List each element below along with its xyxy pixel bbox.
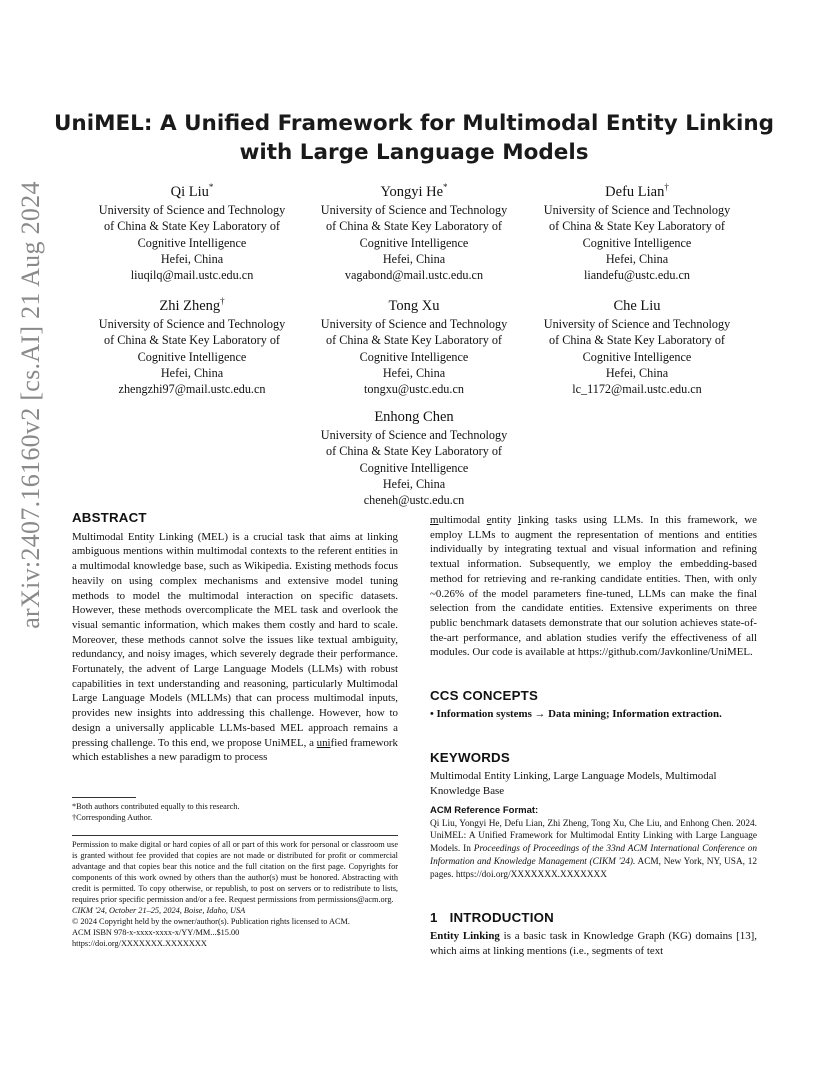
author-affiliation: Cognitive Intelligence <box>137 235 247 250</box>
permission-rule <box>72 835 398 836</box>
author-email[interactable]: lc_1172@mail.ustc.edu.cn <box>572 382 702 397</box>
author-affiliation: of China & State Key Laboratory of <box>549 219 725 234</box>
permission-text: Permission to make digital or hard copies of all or part of this work for personal or classroom use is granted without fee provided that copies are not made or distributed for profit or commercial advantage and that copies bear this notice and the full citation on the first page. Copyrights for components of this work owned by others than the author(s) must be honored. Abstracting with credit is permitted. To copy otherwise, or republish, to post on servers or to redistribute to lists, requires prior specific permission and/or a fee. Request permissions from permissions@acm.org. <box>72 840 398 904</box>
paper-title <box>0 109 828 167</box>
keywords-text: Multimodal Entity Linking, Large Language Models, Multimodal Knowledge Base <box>430 770 717 797</box>
abstract-text-continued: multimodal entity linking tasks using LLMs. In this framework, we employ LLMs to augment the representation of mentions and entities individually by integrating textual and visual information and refining textual information. Subsequently, we employ the embedding-based method for retrieving and re-ranking candidate entities. Then, with only ~0.26% of the model parameters fine-tuned, LLMs can make the final selection from the candidate entities. Extensive experiments on three public benchmark datasets demonstrate that our solution achieves state-of-the-art performance, and ablation studies verify the effectiveness of all modules. Our code is available at https://github.com/Javkonline/UniMEL. <box>430 514 757 659</box>
author-location: Hefei, China <box>605 366 669 381</box>
author-affiliation: of China & State Key Laboratory of <box>326 444 502 459</box>
author-location: Hefei, China <box>160 252 224 267</box>
ccs-text: • Information systems → Data mining; Information extraction. <box>430 708 722 720</box>
doi-link[interactable]: https://doi.org/XXXXXXX.XXXXXXX <box>72 939 207 948</box>
isbn: ACM ISBN 978-x-xxxx-xxxx-x/YY/MM...$15.00 <box>72 928 240 937</box>
author-footnotes <box>72 797 398 823</box>
author-email[interactable]: liandefu@ustc.edu.cn <box>584 268 690 283</box>
author-affiliation: University of Science and Technology <box>320 316 508 331</box>
author-affiliation: University of Science and Technology <box>320 427 508 442</box>
title-line-2: with Large Language Models <box>239 140 589 165</box>
footnote-equal-contribution: *Both authors contributed equally to this research. <box>72 802 240 811</box>
author-block <box>72 292 312 398</box>
author-affiliation: of China & State Key Laboratory of <box>326 219 502 234</box>
author-location: Hefei, China <box>160 366 224 381</box>
author-affiliation: University of Science and Technology <box>320 202 508 217</box>
ccs-heading: CCS CONCEPTS <box>430 688 539 703</box>
venue: CIKM '24, October 21–25, 2024, Boise, Idaho, USA <box>72 906 246 915</box>
acm-reference-label: ACM Reference Format: <box>430 805 539 816</box>
keywords-heading: KEYWORDS <box>430 750 510 765</box>
acm-reference-text: Qi Liu, Yongyi He, Defu Lian, Zhi Zheng, Tong Xu, Che Liu, and Enhong Chen. 2024. UniMEL: A Unified Framework for Multimodal Entity Linking with Large Language Models. In Proceedings of Proceedings of the 33nd ACM International Conference on Information and Knowledge Management (CIKM '24). ACM, New York, NY, USA, 12 pages. https://doi.org/XXXXXXX.XXXXXXX <box>430 818 757 880</box>
author-affiliation: Cognitive Intelligence <box>582 235 692 250</box>
author-affiliation: University of Science and Technology <box>543 316 731 331</box>
abstract-continued <box>430 513 757 660</box>
author-block <box>517 178 757 284</box>
author-affiliation: University of Science and Technology <box>98 316 286 331</box>
author-block <box>294 292 534 398</box>
author-affiliation: Cognitive Intelligence <box>359 235 469 250</box>
author-name: Zhi Zheng† <box>159 296 225 314</box>
author-affiliation: of China & State Key Laboratory of <box>326 333 502 348</box>
title-line-1: UniMEL: A Unified Framework for Multimodal Entity Linking <box>53 111 775 136</box>
author-affiliation: Cognitive Intelligence <box>582 349 692 364</box>
introduction-section <box>430 910 757 958</box>
author-block <box>294 403 534 509</box>
introduction-heading: 1 INTRODUCTION <box>430 910 554 925</box>
arxiv-watermark <box>14 110 48 700</box>
author-name: Defu Lian† <box>605 182 669 200</box>
author-affiliation: Cognitive Intelligence <box>359 460 469 475</box>
author-affiliation: of China & State Key Laboratory of <box>549 333 725 348</box>
author-email[interactable]: zhengzhi97@mail.ustc.edu.cn <box>118 382 266 397</box>
author-block <box>517 292 757 398</box>
author-affiliation: Cognitive Intelligence <box>137 349 247 364</box>
author-affiliation: Cognitive Intelligence <box>359 349 469 364</box>
author-affiliation: of China & State Key Laboratory of <box>104 219 280 234</box>
author-email[interactable]: vagabond@mail.ustc.edu.cn <box>344 268 484 283</box>
author-email[interactable]: liuqilq@mail.ustc.edu.cn <box>130 268 254 283</box>
author-affiliation: of China & State Key Laboratory of <box>104 333 280 348</box>
author-name: Yongyi He* <box>380 182 448 200</box>
ccs-concepts-section <box>430 688 757 722</box>
author-location: Hefei, China <box>382 252 446 267</box>
author-location: Hefei, China <box>605 252 669 267</box>
copyright: © 2024 Copyright held by the owner/author(s). Publication rights licensed to ACM. <box>72 917 350 926</box>
author-name: Enhong Chen <box>374 408 454 425</box>
footnote-corresponding: †Corresponding Author. <box>72 813 153 822</box>
author-location: Hefei, China <box>382 477 446 492</box>
footnote-rule <box>72 797 136 798</box>
acm-reference <box>430 805 757 881</box>
arxiv-id: arXiv:2407.16160v2 [cs.AI] 21 Aug 2024 <box>16 181 46 629</box>
abstract-text: Multimodal Entity Linking (MEL) is a crucial task that aims at linking ambiguous mentions within multimodal contexts to the referent entities in a multimodal knowledge base, such as Wikipedia. Existing methods focus heavily on using complex mechanisms and extensive model tuning methods to model the multimodal interaction on specific datasets. However, these methods overcomplicate the MEL task and overlook the visual semantic information, which makes them costly and hard to scale. Moreover, these methods cannot solve the issues like textual ambiguity, redundancy, and noisy images, which severely degrade their performance. Fortunately, the advent of Large Language Models (LLMs) with robust capabilities in text understanding and reasoning, particularly Multimodal Large Language Models (MLLMs) that can process multimodal inputs, provides new insights into addressing this challenge. However, how to design a universally applicable LLMs-based MEL approach remains a pressing challenge. To this end, we propose UniMEL, a unified framework which establishes a new paradigm to process <box>72 530 399 764</box>
author-name: Che Liu <box>613 297 661 314</box>
keywords-section <box>430 750 757 798</box>
abstract-section <box>72 511 398 765</box>
author-affiliation: University of Science and Technology <box>543 202 731 217</box>
author-block <box>294 178 534 284</box>
author-affiliation: University of Science and Technology <box>98 202 286 217</box>
author-block <box>72 178 312 284</box>
author-location: Hefei, China <box>382 366 446 381</box>
author-name: Qi Liu* <box>170 182 214 200</box>
author-name: Tong Xu <box>388 297 440 314</box>
permission-block <box>72 835 398 949</box>
abstract-heading: ABSTRACT <box>72 510 147 525</box>
author-email[interactable]: tongxu@ustc.edu.cn <box>364 382 464 397</box>
introduction-text: Entity Linking is a basic task in Knowledge Graph (KG) domains [13], which aims at linking mentions (i.e., segments of text <box>430 930 757 957</box>
author-email[interactable]: cheneh@ustc.edu.cn <box>363 493 465 508</box>
